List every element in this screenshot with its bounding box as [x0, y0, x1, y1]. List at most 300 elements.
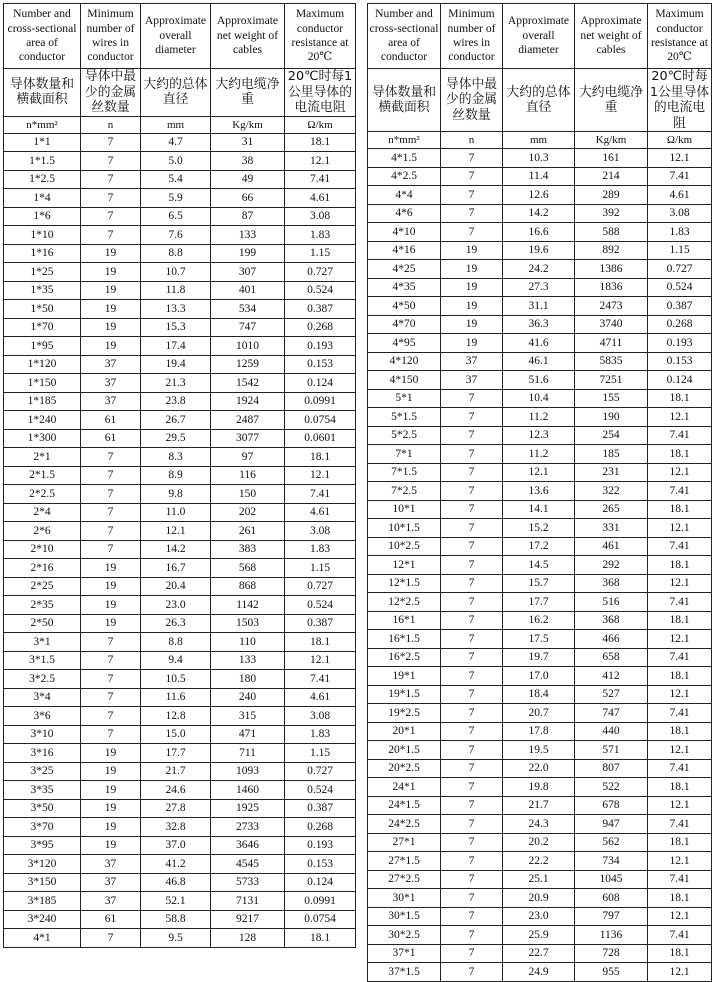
cell-area: 4*1 — [4, 929, 81, 948]
table-row — [4, 337, 356, 356]
cell-area: 3*240 — [4, 910, 81, 929]
table-row — [4, 707, 356, 726]
cell-diameter: 12.3 — [503, 426, 575, 445]
table-row — [368, 648, 712, 667]
cell-resistance: 12.1 — [285, 466, 356, 485]
cell-diameter: 13.6 — [503, 482, 575, 501]
cell-diameter: 12.8 — [141, 707, 211, 726]
cell-diameter: 22.7 — [503, 944, 575, 963]
cell-resistance: 3.08 — [285, 207, 356, 226]
table-row — [4, 392, 356, 411]
cell-wires: 7 — [441, 408, 503, 427]
header-row-english — [4, 4, 356, 69]
col-header-area-cn: 导体数量和横截面积 — [4, 69, 81, 117]
cell-wires: 19 — [81, 244, 141, 263]
cell-wires: 37 — [441, 352, 503, 371]
cell-resistance: 3.08 — [648, 204, 712, 223]
cell-weight: 568 — [211, 559, 285, 578]
cell-weight: 3646 — [211, 836, 285, 855]
cell-wires: 7 — [441, 519, 503, 538]
cell-wires: 7 — [81, 707, 141, 726]
cell-area: 7*1.5 — [368, 463, 441, 482]
cable-spec-table-right — [367, 3, 712, 982]
cell-diameter: 10.7 — [141, 263, 211, 282]
cell-resistance: 0.153 — [285, 855, 356, 874]
cell-diameter: 41.2 — [141, 855, 211, 874]
cell-weight: 3077 — [211, 429, 285, 448]
table-row — [4, 929, 356, 948]
cell-weight: 49 — [211, 170, 285, 189]
table-row — [368, 260, 712, 279]
table-row — [4, 670, 356, 689]
cell-weight: 2733 — [211, 818, 285, 837]
unit-resistance: Ω/km — [648, 132, 712, 149]
cell-resistance: 0.727 — [285, 577, 356, 596]
cell-wires: 7 — [441, 611, 503, 630]
cell-resistance: 0.0991 — [285, 392, 356, 411]
cell-resistance: 0.387 — [648, 297, 712, 316]
cell-weight: 608 — [575, 889, 648, 908]
table-row — [4, 189, 356, 208]
cell-diameter: 8.8 — [141, 633, 211, 652]
cell-wires: 7 — [441, 204, 503, 223]
cell-diameter: 22.2 — [503, 852, 575, 871]
cell-resistance: 18.1 — [285, 133, 356, 152]
cell-resistance: 18.1 — [648, 722, 712, 741]
cell-weight: 588 — [575, 223, 648, 242]
table-row — [4, 466, 356, 485]
col-header-resistance-cn: 20℃时每1公里导体的电流电阻 — [648, 69, 712, 132]
cell-diameter: 19.6 — [503, 241, 575, 260]
cell-weight: 1542 — [211, 374, 285, 393]
cell-diameter: 17.4 — [141, 337, 211, 356]
cell-weight: 1925 — [211, 799, 285, 818]
cell-resistance: 0.0754 — [285, 411, 356, 430]
cell-resistance: 1.83 — [285, 725, 356, 744]
cell-weight: 1460 — [211, 781, 285, 800]
cell-diameter: 58.8 — [141, 910, 211, 929]
cell-area: 1*95 — [4, 337, 81, 356]
cell-weight: 289 — [575, 186, 648, 205]
cell-wires: 7 — [441, 186, 503, 205]
table-row — [368, 278, 712, 297]
cell-wires: 19 — [81, 836, 141, 855]
cell-weight: 947 — [575, 815, 648, 834]
cell-wires: 7 — [81, 929, 141, 948]
cell-area: 3*50 — [4, 799, 81, 818]
cell-diameter: 20.9 — [503, 889, 575, 908]
col-header-wires-en: Minimum number of wires in conductor — [81, 4, 141, 69]
cell-area: 2*1.5 — [4, 466, 81, 485]
cell-area: 24*1 — [368, 778, 441, 797]
table-row — [368, 630, 712, 649]
cell-weight: 440 — [575, 722, 648, 741]
col-header-diameter-cn: 大约的总体直径 — [503, 69, 575, 132]
cell-area: 1*10 — [4, 226, 81, 245]
table-row — [368, 334, 712, 353]
cell-resistance: 7.41 — [648, 167, 712, 186]
table-row — [4, 614, 356, 633]
cell-diameter: 24.2 — [503, 260, 575, 279]
table-row — [4, 596, 356, 615]
cell-diameter: 8.8 — [141, 244, 211, 263]
table-row — [4, 892, 356, 911]
cell-weight: 466 — [575, 630, 648, 649]
cell-wires: 37 — [81, 873, 141, 892]
cell-area: 5*2.5 — [368, 426, 441, 445]
cell-area: 20*1.5 — [368, 741, 441, 760]
cell-diameter: 16.7 — [141, 559, 211, 578]
table-row — [4, 818, 356, 837]
cell-resistance: 3.08 — [285, 522, 356, 541]
cell-diameter: 20.2 — [503, 833, 575, 852]
cell-area: 2*50 — [4, 614, 81, 633]
cell-diameter: 21.7 — [141, 762, 211, 781]
cell-resistance: 18.1 — [648, 833, 712, 852]
cell-weight: 66 — [211, 189, 285, 208]
cell-resistance: 0.153 — [648, 352, 712, 371]
cell-weight: 1836 — [575, 278, 648, 297]
cell-area: 2*25 — [4, 577, 81, 596]
header-row-units — [368, 132, 712, 149]
cell-wires: 7 — [441, 667, 503, 686]
table-row — [4, 744, 356, 763]
table-row — [4, 411, 356, 430]
cell-diameter: 52.1 — [141, 892, 211, 911]
cell-resistance: 12.1 — [648, 519, 712, 538]
cell-resistance: 12.1 — [285, 152, 356, 171]
table-row — [368, 556, 712, 575]
cell-resistance: 0.727 — [285, 762, 356, 781]
cell-resistance: 18.1 — [648, 889, 712, 908]
cell-area: 4*16 — [368, 241, 441, 260]
cell-resistance: 18.1 — [648, 611, 712, 630]
cell-diameter: 23.0 — [141, 596, 211, 615]
cell-weight: 1503 — [211, 614, 285, 633]
cell-diameter: 14.2 — [503, 204, 575, 223]
cell-area: 37*1 — [368, 944, 441, 963]
cell-diameter: 51.6 — [503, 371, 575, 390]
cell-resistance: 18.1 — [648, 778, 712, 797]
cell-area: 1*6 — [4, 207, 81, 226]
table-row — [4, 688, 356, 707]
table-row — [368, 667, 712, 686]
cell-diameter: 10.3 — [503, 149, 575, 168]
cell-area: 1*2.5 — [4, 170, 81, 189]
table-row — [368, 815, 712, 834]
cell-wires: 7 — [441, 796, 503, 815]
cell-resistance: 3.08 — [285, 707, 356, 726]
cell-wires: 19 — [441, 334, 503, 353]
cell-wires: 7 — [441, 833, 503, 852]
table-row — [368, 722, 712, 741]
table-row — [4, 577, 356, 596]
cell-diameter: 25.1 — [503, 870, 575, 889]
cell-diameter: 18.4 — [503, 685, 575, 704]
cell-weight: 522 — [575, 778, 648, 797]
cell-diameter: 8.9 — [141, 466, 211, 485]
unit-wires: n — [81, 116, 141, 133]
cell-wires: 7 — [81, 522, 141, 541]
cell-area: 24*1.5 — [368, 796, 441, 815]
cell-weight: 199 — [211, 244, 285, 263]
cell-resistance: 12.1 — [648, 907, 712, 926]
cell-diameter: 26.7 — [141, 411, 211, 430]
cell-wires: 7 — [81, 189, 141, 208]
cell-diameter: 9.4 — [141, 651, 211, 670]
cell-wires: 19 — [81, 263, 141, 282]
cell-resistance: 12.1 — [648, 630, 712, 649]
cell-weight: 3740 — [575, 315, 648, 334]
table-row — [368, 685, 712, 704]
cell-weight: 892 — [575, 241, 648, 260]
cell-wires: 19 — [81, 596, 141, 615]
cell-weight: 9217 — [211, 910, 285, 929]
cell-wires: 19 — [81, 281, 141, 300]
table-row — [4, 226, 356, 245]
cell-weight: 5733 — [211, 873, 285, 892]
cell-area: 3*1.5 — [4, 651, 81, 670]
cell-area: 10*1 — [368, 500, 441, 519]
cell-diameter: 36.3 — [503, 315, 575, 334]
cell-area: 19*1 — [368, 667, 441, 686]
cell-wires: 7 — [81, 207, 141, 226]
cell-diameter: 22.0 — [503, 759, 575, 778]
table-row — [4, 540, 356, 559]
table-body-right — [368, 149, 712, 982]
cell-weight: 202 — [211, 503, 285, 522]
cell-area: 4*25 — [368, 260, 441, 279]
cell-wires: 37 — [81, 855, 141, 874]
cell-weight: 747 — [575, 704, 648, 723]
cell-resistance: 7.41 — [648, 926, 712, 945]
cell-weight: 254 — [575, 426, 648, 445]
col-header-weight-en: Approximate net weight of cables — [575, 4, 648, 69]
cell-diameter: 46.1 — [503, 352, 575, 371]
table-row — [368, 759, 712, 778]
cell-diameter: 10.4 — [503, 389, 575, 408]
cell-diameter: 12.6 — [503, 186, 575, 205]
cell-wires: 19 — [81, 577, 141, 596]
cell-wires: 7 — [81, 133, 141, 152]
table-row — [4, 263, 356, 282]
col-header-diameter-en: Approximate overall diameter — [141, 4, 211, 69]
table-row — [4, 300, 356, 319]
cell-weight: 4545 — [211, 855, 285, 874]
unit-area: n*mm² — [368, 132, 441, 149]
table-row — [4, 855, 356, 874]
cell-weight: 265 — [575, 500, 648, 519]
cell-resistance: 18.1 — [648, 944, 712, 963]
col-header-weight-cn: 大约电缆净重 — [211, 69, 285, 117]
cell-area: 4*2.5 — [368, 167, 441, 186]
table-row — [368, 704, 712, 723]
cell-diameter: 11.0 — [141, 503, 211, 522]
cell-resistance: 0.387 — [285, 300, 356, 319]
cell-weight: 728 — [575, 944, 648, 963]
cell-area: 2*2.5 — [4, 485, 81, 504]
header-row-english — [368, 4, 712, 69]
cell-area: 2*6 — [4, 522, 81, 541]
cell-weight: 97 — [211, 448, 285, 467]
table-row — [368, 833, 712, 852]
cell-area: 1*1 — [4, 133, 81, 152]
table-row — [4, 374, 356, 393]
cell-area: 4*70 — [368, 315, 441, 334]
cell-wires: 7 — [441, 500, 503, 519]
cell-diameter: 10.5 — [141, 670, 211, 689]
unit-diameter: mm — [141, 116, 211, 133]
cell-resistance: 12.1 — [648, 963, 712, 982]
table-row — [4, 318, 356, 337]
cell-area: 2*1 — [4, 448, 81, 467]
cell-resistance: 0.387 — [285, 614, 356, 633]
cell-area: 4*95 — [368, 334, 441, 353]
col-header-wires-en: Minimum number of wires in conductor — [441, 4, 503, 69]
cell-wires: 7 — [441, 537, 503, 556]
cell-area: 1*1.5 — [4, 152, 81, 171]
cell-diameter: 24.6 — [141, 781, 211, 800]
cell-diameter: 16.2 — [503, 611, 575, 630]
cell-resistance: 0.124 — [285, 873, 356, 892]
header-row-chinese — [368, 69, 712, 132]
cell-area: 4*1.5 — [368, 149, 441, 168]
cell-diameter: 13.3 — [141, 300, 211, 319]
cell-weight: 534 — [211, 300, 285, 319]
table-row — [368, 389, 712, 408]
cell-diameter: 14.5 — [503, 556, 575, 575]
cell-wires: 7 — [81, 466, 141, 485]
unit-resistance: Ω/km — [285, 116, 356, 133]
cell-wires: 7 — [81, 503, 141, 522]
table-row — [368, 223, 712, 242]
col-header-resistance-en: Maximum conductor resistance at 20℃ — [648, 4, 712, 69]
cell-resistance: 7.41 — [648, 648, 712, 667]
cell-resistance: 0.524 — [285, 781, 356, 800]
cell-weight: 516 — [575, 593, 648, 612]
table-row — [368, 445, 712, 464]
cell-weight: 240 — [211, 688, 285, 707]
table-row — [368, 852, 712, 871]
cell-resistance: 7.41 — [648, 870, 712, 889]
cell-wires: 19 — [441, 297, 503, 316]
cell-resistance: 0.0754 — [285, 910, 356, 929]
cell-wires: 7 — [441, 815, 503, 834]
cell-resistance: 1.83 — [285, 226, 356, 245]
table-row — [4, 429, 356, 448]
table-row — [368, 241, 712, 260]
cell-resistance: 0.268 — [285, 318, 356, 337]
cell-diameter: 7.6 — [141, 226, 211, 245]
cell-area: 3*4 — [4, 688, 81, 707]
cell-wires: 19 — [441, 278, 503, 297]
cell-weight: 368 — [575, 611, 648, 630]
table-row — [368, 352, 712, 371]
table-row — [4, 133, 356, 152]
header-row-units — [4, 116, 356, 133]
cell-wires: 7 — [441, 648, 503, 667]
cell-wires: 7 — [441, 482, 503, 501]
cell-weight: 261 — [211, 522, 285, 541]
cell-wires: 19 — [81, 818, 141, 837]
cell-area: 27*1 — [368, 833, 441, 852]
cell-area: 10*1.5 — [368, 519, 441, 538]
cell-area: 12*2.5 — [368, 593, 441, 612]
cell-area: 1*25 — [4, 263, 81, 282]
cell-resistance: 7.41 — [648, 759, 712, 778]
cell-wires: 7 — [441, 389, 503, 408]
cell-wires: 7 — [441, 889, 503, 908]
cell-diameter: 12.1 — [503, 463, 575, 482]
table-row — [4, 244, 356, 263]
table-row — [4, 485, 356, 504]
col-header-resistance-cn: 20℃时每1公里导体的电流电阻 — [285, 69, 356, 117]
cell-area: 1*150 — [4, 374, 81, 393]
cell-diameter: 20.7 — [503, 704, 575, 723]
table-row — [368, 500, 712, 519]
cell-area: 30*2.5 — [368, 926, 441, 945]
cell-wires: 19 — [81, 762, 141, 781]
table-row — [368, 482, 712, 501]
cell-resistance: 0.727 — [285, 263, 356, 282]
cell-wires: 7 — [441, 167, 503, 186]
cable-spec-table-left — [3, 3, 356, 948]
cell-weight: 1924 — [211, 392, 285, 411]
cell-diameter: 4.7 — [141, 133, 211, 152]
cell-wires: 7 — [441, 722, 503, 741]
col-header-weight-en: Approximate net weight of cables — [211, 4, 285, 69]
cell-diameter: 37.0 — [141, 836, 211, 855]
cell-weight: 562 — [575, 833, 648, 852]
cell-diameter: 6.5 — [141, 207, 211, 226]
cell-weight: 7251 — [575, 371, 648, 390]
cell-diameter: 17.2 — [503, 537, 575, 556]
cell-weight: 392 — [575, 204, 648, 223]
cell-area: 4*35 — [368, 278, 441, 297]
table-row — [368, 778, 712, 797]
cell-wires: 7 — [81, 152, 141, 171]
cell-weight: 807 — [575, 759, 648, 778]
unit-diameter: mm — [503, 132, 575, 149]
cell-resistance: 0.268 — [648, 315, 712, 334]
cell-resistance: 7.41 — [648, 426, 712, 445]
cell-weight: 87 — [211, 207, 285, 226]
cell-wires: 7 — [441, 149, 503, 168]
cell-area: 4*6 — [368, 204, 441, 223]
cell-area: 1*185 — [4, 392, 81, 411]
cell-diameter: 25.9 — [503, 926, 575, 945]
cell-diameter: 9.8 — [141, 485, 211, 504]
table-row — [368, 463, 712, 482]
col-header-resistance-en: Maximum conductor resistance at 20℃ — [285, 4, 356, 69]
cell-resistance: 0.524 — [285, 596, 356, 615]
cell-area: 4*120 — [368, 352, 441, 371]
cell-wires: 61 — [81, 411, 141, 430]
cell-weight: 1386 — [575, 260, 648, 279]
cell-area: 16*1.5 — [368, 630, 441, 649]
col-header-weight-cn: 大约电缆净重 — [575, 69, 648, 132]
cell-resistance: 0.727 — [648, 260, 712, 279]
cell-resistance: 18.1 — [648, 445, 712, 464]
cell-resistance: 18.1 — [285, 929, 356, 948]
cell-area: 5*1.5 — [368, 408, 441, 427]
cell-diameter: 17.8 — [503, 722, 575, 741]
unit-weight: Kg/km — [575, 132, 648, 149]
cell-weight: 116 — [211, 466, 285, 485]
cell-weight: 412 — [575, 667, 648, 686]
cell-weight: 1010 — [211, 337, 285, 356]
cell-wires: 61 — [81, 910, 141, 929]
